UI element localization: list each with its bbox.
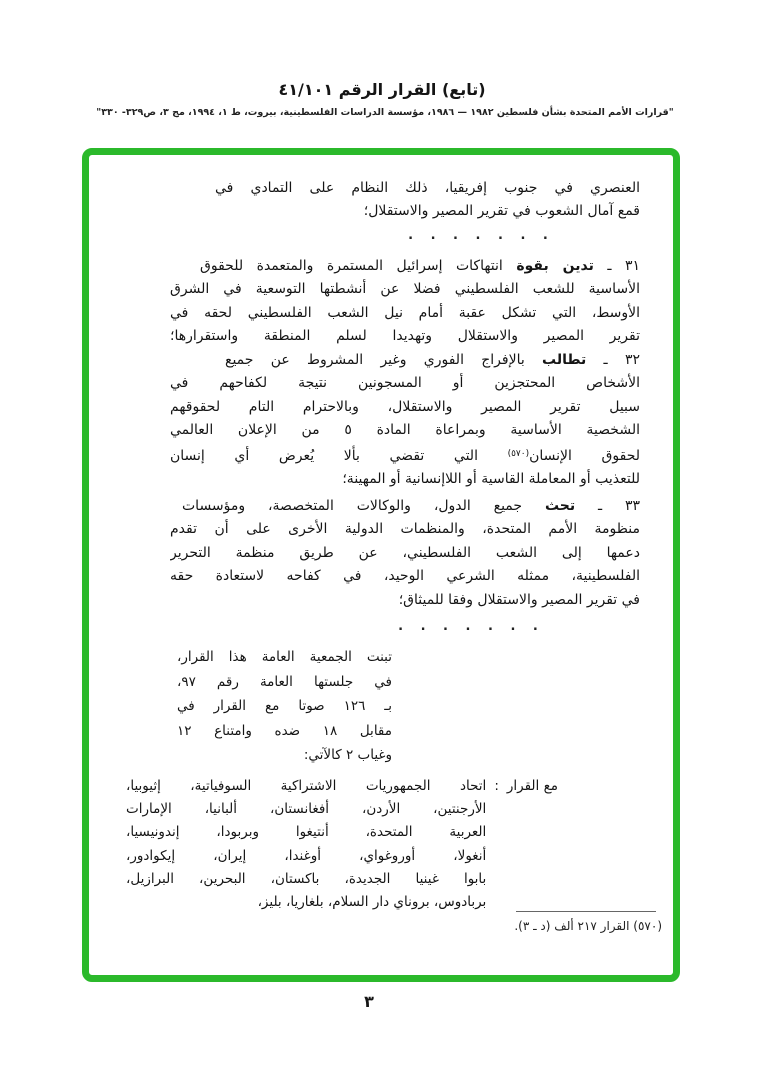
country-line: بابوا غينيا الجديدة، باكستان، البحرين، البرازيل، [126, 870, 487, 887]
vote-colon: : [494, 778, 499, 794]
text-line: العنصري في جنوب إفريقيا، ذلك النظام على التمادي في [215, 180, 640, 196]
text-line: تقرير المصير والاستقلال وتهديدا لسلم المنطقة واستقرارها؛ [170, 328, 640, 345]
clause-number: ٣٣ ـ [575, 498, 640, 514]
paragraph-31 [170, 255, 640, 349]
text-line: الأساسية للشعب الفلسطيني فضلا عن أنشطتها التوسعية في الشرق [170, 281, 640, 298]
paragraph-32 [170, 349, 640, 491]
country-line: بربادوس، بروناي دار السلام، بلغاريا، بليز، [257, 894, 487, 911]
clause-number: ٣٢ ـ [586, 352, 640, 368]
clause-text: لحقوق الإنسان [529, 447, 640, 464]
intro-paragraph [170, 177, 640, 224]
source-citation: "قرارات الأمم المتحدة بشأن فلسطين ١٩٨٢ — ١٩٨٦، مؤسسة الدراسات الفلسطينية، بيروت، ط ١، ١٩٩٤، مج ٣، ص٣٢٩- ٣٣٠" [96, 107, 674, 118]
clause-text: انتهاكات إسرائيل المستمرة والمتعمدة للحقوق [200, 258, 517, 274]
footnote-separator-rule [516, 911, 656, 912]
ellipsis-separator: . . . . . . . [408, 228, 552, 243]
text-line: بـ ١٢٦ صوتا مع القرار في [177, 698, 392, 714]
text-line: الأوسط، التي تشكل عقبة أمام نيل الشعب الفلسطيني لحقه في [170, 304, 640, 321]
country-line: الأرجنتين، الأردن، أفغانستان، ألبانيا، الإمارات [126, 801, 487, 818]
clause-keyword: تطالب [542, 352, 587, 368]
vote-record [126, 775, 558, 914]
text-line [170, 255, 640, 278]
footnote-text: (٥٧٠) القرار ٢١٧ ألف (د ـ ٣). [514, 919, 662, 933]
text-line [170, 443, 640, 468]
text-line [170, 349, 640, 372]
text-line: للتعذيب أو المعاملة القاسية أو اللاإنسانية أو المهينة؛ [342, 471, 640, 488]
country-line: اتحاد الجمهوريات الاشتراكية السوفياتية، إثيوبيا، [126, 778, 487, 794]
paragraph-33 [170, 495, 640, 612]
clause-text: جميع الدول، والوكالات المتخصصة، ومؤسسات [182, 498, 545, 514]
clause-number: ٣١ ـ [593, 258, 640, 274]
text-line: تبنت الجمعية العامة هذا القرار، [177, 649, 392, 665]
adoption-summary [177, 645, 392, 768]
text-line: وغياب ٢ كالآتي: [303, 747, 392, 763]
country-line: العربية المتحدة، أنتيغوا وبربودا، إندونيسيا، [126, 824, 487, 841]
text-line: الأشخاص المحتجزين أو المسجونين نتيجة لكفاحهم في [170, 375, 640, 392]
text-line: الشخصية الأساسية وبمراعاة المادة ٥ من الإعلان العالمي [170, 422, 640, 439]
clause-keyword: تدين بقوة [516, 258, 594, 274]
text-line: في تقرير المصير والاستقلال وفقا للميثاق؛ [398, 591, 640, 608]
countries-in-favour-list [126, 775, 486, 914]
ellipsis-separator: . . . . . . . [398, 619, 542, 634]
page-title: (تابع) القرار الرقم ٤١/١٠١ [278, 80, 486, 99]
text-line: منظومة الأمم المتحدة، والمنظمات الدولية الأخرى على أن تقدم [170, 521, 640, 538]
clause-keyword: تحث [544, 498, 576, 514]
text-line [170, 495, 640, 518]
country-line: أنغولا، أوروغواي، أوغندا، إيران، إيكوادور، [126, 847, 487, 864]
clause-text: التي تقضي بألا يُعرض أي إنسان [170, 447, 508, 464]
footnote-reference-570: (٥٧٠) [507, 448, 530, 459]
text-line: في جلستها العامة رقم ٩٧، [177, 673, 392, 690]
text-line: دعمها إلى الشعب الفلسطيني، عن طريق منظمة التحرير [170, 544, 640, 561]
text-line: قمع آمال الشعوب في تقرير المصير والاستقلال؛ [363, 203, 640, 220]
vote-label: مع القرار [506, 778, 558, 794]
page-number: ٣ [364, 992, 374, 1011]
text-line: سبيل تقرير المصير والاستقلال، وبالاحترام التام لحقوقهم [170, 398, 640, 415]
text-line: مقابل ١٨ ضده وامتناع ١٢ [177, 722, 392, 739]
text-line: الفلسطينية، ممثله الشرعي الوحيد، في كفاحه لاستعادة حقه [170, 568, 640, 585]
clause-text: بالإفراج الفوري وغير المشروط عن جميع [225, 352, 543, 368]
